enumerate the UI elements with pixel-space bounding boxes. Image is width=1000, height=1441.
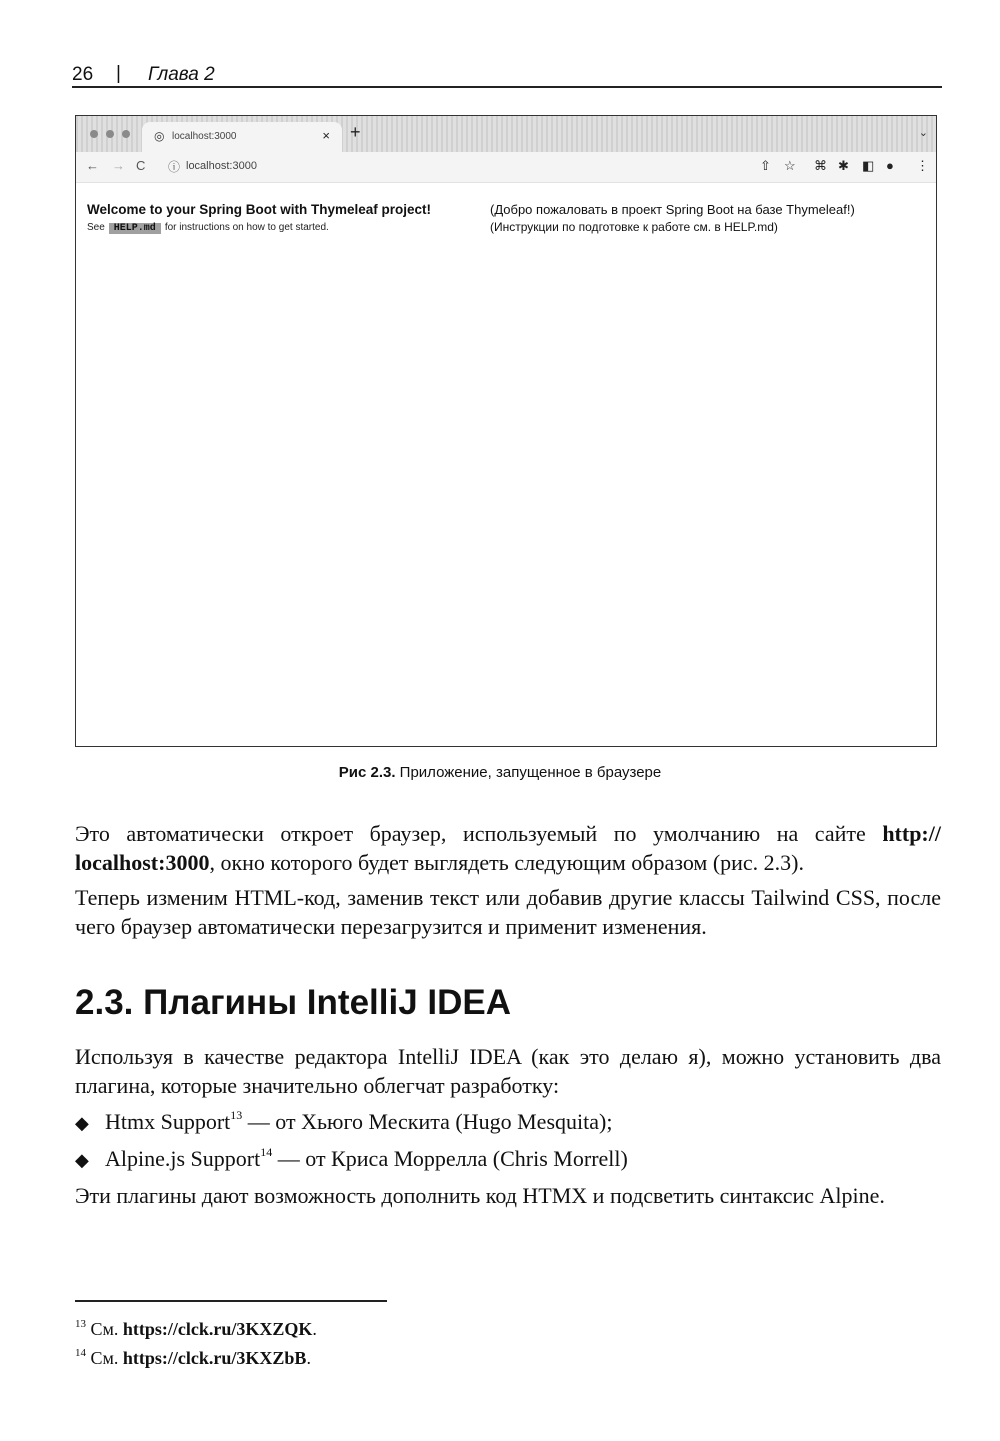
footnote-13 — [75, 1319, 317, 1340]
bookmark-star-icon[interactable]: ☆ — [784, 158, 796, 173]
paragraph-1 — [75, 819, 941, 877]
help-prefix: See — [87, 222, 105, 233]
tab-close-icon[interactable]: × — [322, 128, 330, 143]
paragraph-4: Эти плагины дают возможность дополнить код HTMX и подсветить синтаксис Alpine. — [75, 1183, 885, 1208]
browser-tab[interactable] — [142, 122, 342, 152]
p1-link-a[interactable]: http:// — [882, 821, 941, 846]
footnote-ref[interactable]: 13 — [230, 1108, 243, 1122]
paragraph-3: Используя в качестве редактора IntelliJ IDEA (как это делаю я), можно установить два плагина, которые значительно облегчат разработку: — [75, 1044, 941, 1098]
bullet-rest: — от Криса Моррелла (Chris Morrell) — [272, 1146, 628, 1171]
diamond-bullet-icon: ◆ — [75, 1113, 89, 1133]
new-tab-icon[interactable]: + — [350, 122, 361, 142]
footnote-url[interactable]: https://clck.ru/3KXZbB — [122, 1348, 307, 1368]
diamond-bullet-icon: ◆ — [75, 1150, 89, 1170]
browser-toolbar — [76, 152, 936, 183]
back-icon[interactable]: ← — [86, 158, 99, 173]
profile-avatar-icon[interactable]: ● — [886, 158, 894, 173]
chevron-down-icon[interactable]: ⌄ — [918, 127, 928, 139]
footnote-14 — [75, 1348, 311, 1369]
list-item — [75, 1107, 612, 1138]
footnote-suffix: . — [306, 1348, 311, 1368]
list-item — [75, 1144, 628, 1175]
footnote-prefix: См. — [90, 1319, 123, 1339]
welcome-heading: Welcome to your Spring Boot with Thymeleaf project! — [87, 202, 432, 217]
p1-text-a: Это автоматически откроет браузер, используемый по умолчанию на сайте — [75, 821, 883, 846]
translation-help: (Инструкции по подготовке к работе см. в HELP.md) — [490, 220, 778, 234]
sidebar-icon[interactable]: ◧ — [862, 158, 875, 173]
window-close-dot[interactable] — [90, 130, 98, 138]
chapter-title: Глава 2 — [148, 64, 215, 85]
p1-link-b[interactable]: localhost:3000 — [75, 850, 210, 875]
footnote-divider — [75, 1300, 387, 1302]
share-icon[interactable]: ⇧ — [760, 158, 771, 173]
header-separator: | — [116, 63, 121, 84]
window-minimize-dot[interactable] — [106, 130, 114, 138]
help-suffix: for instructions on how to get started. — [164, 222, 329, 233]
bullet-name: Alpine.js Support — [105, 1146, 261, 1171]
translation-welcome: (Добро пожаловать в проект Spring Boot на базе Thymeleaf!) — [490, 202, 855, 217]
browser-screenshot-figure — [75, 115, 937, 747]
section-heading: 2.3. Плагины IntelliJ IDEA — [75, 983, 512, 1022]
paragraph-2: Теперь изменим HTML-код, заменив текст или добавив другие классы Tailwind CSS, после чего браузер автоматически перезагрузится и применит изменения. — [75, 885, 941, 939]
help-line — [87, 222, 329, 234]
figure-caption — [0, 764, 1000, 781]
site-info-icon[interactable]: ⓘ — [168, 160, 181, 174]
page-number: 26 — [72, 64, 94, 85]
bullet-name: Htmx Support — [105, 1109, 231, 1134]
caption-text: Приложение, запущенное в браузере — [399, 764, 662, 781]
footnote-ref[interactable]: 14 — [260, 1145, 273, 1159]
globe-icon: ◎ — [154, 129, 165, 143]
extensions-icon[interactable]: ✱ — [838, 158, 849, 173]
help-link[interactable]: HELP.md — [109, 223, 161, 234]
footnote-suffix: . — [312, 1319, 317, 1339]
footnote-number: 13 — [75, 1318, 86, 1330]
footnote-prefix: См. — [90, 1348, 123, 1368]
menu-icon[interactable]: ⋮ — [916, 158, 929, 173]
footnote-number: 14 — [75, 1347, 86, 1359]
forward-icon[interactable]: → — [112, 158, 125, 173]
window-maximize-dot[interactable] — [122, 130, 130, 138]
bullet-rest: — от Хьюго Мескита (Hugo Mesquita); — [242, 1109, 613, 1134]
reload-icon[interactable]: C — [136, 158, 146, 173]
screenshot-icon[interactable]: ⌘ — [814, 158, 827, 173]
footnote-url[interactable]: https://clck.ru/3KXZQK — [122, 1319, 313, 1339]
caption-label: Рис 2.3. — [338, 764, 396, 781]
address-bar[interactable]: localhost:3000 — [186, 160, 257, 172]
browser-tab-bar — [76, 116, 936, 152]
tab-title: localhost:3000 — [172, 131, 237, 142]
running-header — [72, 62, 942, 88]
p1-text-b: , окно которого будет выглядеть следующим образом (рис. 2.3). — [209, 850, 805, 875]
